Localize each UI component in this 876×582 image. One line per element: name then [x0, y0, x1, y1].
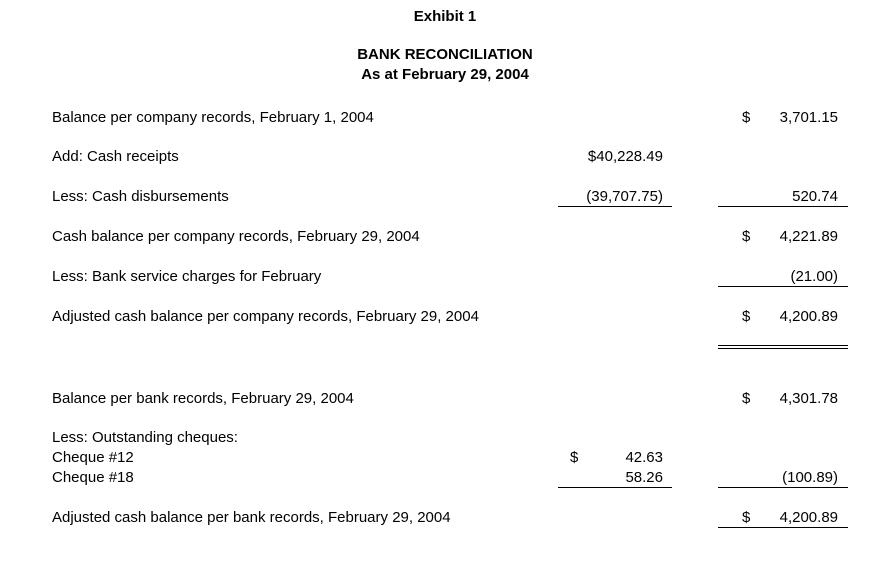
- outstanding-total-value: (100.89): [782, 469, 838, 486]
- net-change-value: 520.74: [792, 188, 838, 205]
- underline-outstanding-total: [718, 487, 848, 488]
- report-title: BANK RECONCILIATION: [357, 46, 533, 63]
- exhibit-label: Exhibit 1: [413, 8, 477, 25]
- adjusted-company-value: 4,200.89: [779, 308, 838, 325]
- underline-cheques: [558, 487, 672, 488]
- balance-company-value: 3,701.15: [779, 109, 838, 126]
- service-charges-value: (21.00): [790, 268, 838, 285]
- cheque-18-value: 58.26: [625, 469, 663, 486]
- double-underline-top: [718, 345, 848, 346]
- cheque-12-value: 42.63: [625, 449, 663, 466]
- add-receipts-label: Add: Cash receipts: [52, 148, 179, 165]
- service-charges-label: Less: Bank service charges for February: [52, 268, 322, 285]
- report-subtitle: As at February 29, 2004: [361, 66, 529, 83]
- adjusted-company-label: Adjusted cash balance per company records, February 29, 2004: [52, 308, 479, 325]
- cheque-12-label: Cheque #12: [52, 449, 134, 466]
- balance-company-label: Balance per company records, February 1, 2004: [52, 109, 374, 126]
- less-disbursements-value: (39,707.75): [586, 188, 663, 205]
- underline-service-charges: [718, 286, 848, 287]
- adjusted-bank-value: 4,200.89: [779, 509, 838, 526]
- underline-disbursements: [558, 206, 672, 207]
- dollar-sign: $: [570, 449, 579, 466]
- dollar-sign: $: [742, 228, 751, 245]
- double-underline-bottom: [718, 348, 848, 349]
- underline-adjusted-bank: [718, 527, 848, 528]
- less-disbursements-label: Less: Cash disbursements: [52, 188, 229, 205]
- cheque-18-label: Cheque #18: [52, 469, 134, 486]
- balance-bank-label: Balance per bank records, February 29, 2004: [52, 390, 354, 407]
- outstanding-cheques-label: Less: Outstanding cheques:: [52, 429, 238, 446]
- underline-net-change: [718, 206, 848, 207]
- dollar-sign: $: [742, 308, 751, 325]
- dollar-sign: $: [742, 509, 751, 526]
- cash-balance-company-label: Cash balance per company records, February 29, 2004: [52, 228, 420, 245]
- cash-balance-company-value: 4,221.89: [779, 228, 838, 245]
- adjusted-bank-label: Adjusted cash balance per bank records, February 29, 2004: [52, 509, 451, 526]
- dollar-sign: $: [742, 390, 751, 407]
- balance-bank-value: 4,301.78: [779, 390, 838, 407]
- dollar-sign: $: [742, 109, 751, 126]
- add-receipts-value: $40,228.49: [587, 148, 663, 165]
